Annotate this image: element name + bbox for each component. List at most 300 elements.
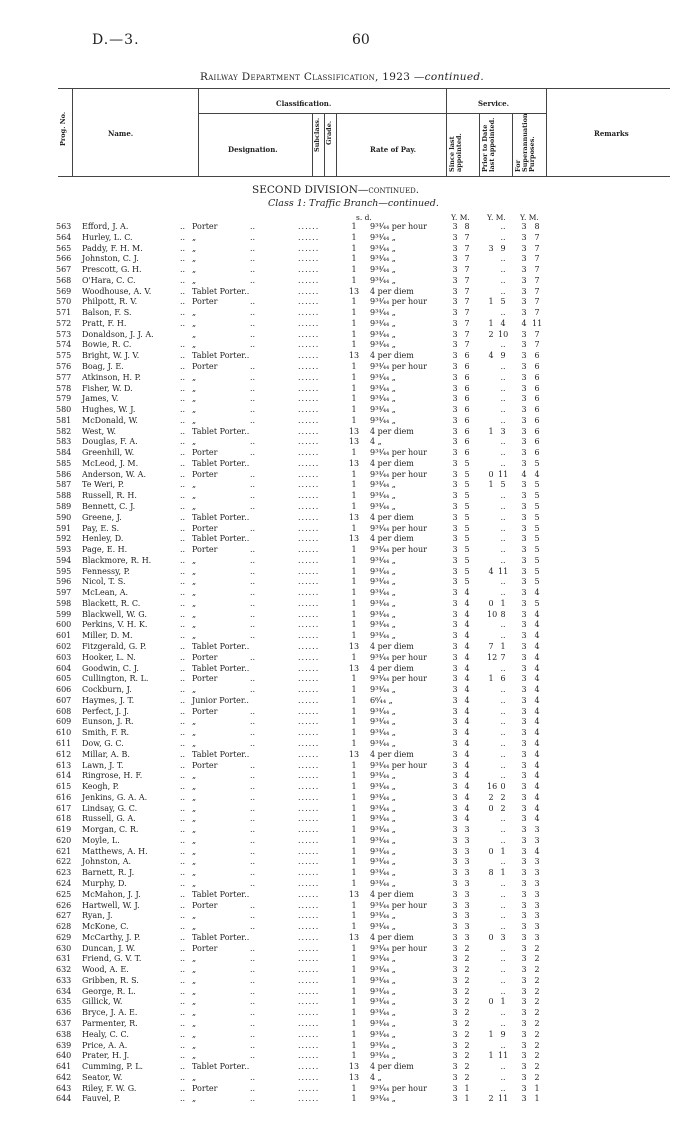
rate-of-pay-cell: 9³⁴⁄₄₄ „ bbox=[370, 717, 396, 727]
prog-no-cell: 581 bbox=[56, 415, 72, 425]
prior-months-cell: .. bbox=[500, 512, 506, 522]
table-row bbox=[0, 1041, 700, 1050]
superann-months-cell: 3 bbox=[534, 835, 540, 845]
prior-months-cell: .. bbox=[500, 545, 506, 555]
leader-dots: ...... bbox=[298, 469, 320, 479]
subclass-cell: 1 bbox=[351, 243, 357, 253]
superann-years-cell: 3 bbox=[521, 997, 527, 1007]
rate-of-pay-cell: 9³⁴⁄₄₄ „ bbox=[370, 835, 396, 845]
since-months-cell: 6 bbox=[464, 394, 470, 404]
since-months-cell: 3 bbox=[464, 835, 470, 845]
designation-cell: Tablet Porter.. bbox=[192, 286, 250, 296]
since-months-cell: 7 bbox=[464, 308, 470, 318]
prog-no-cell: 608 bbox=[56, 706, 72, 716]
superann-years-cell: 3 bbox=[521, 1051, 527, 1061]
name-cell: McDonald, W. bbox=[82, 415, 138, 425]
table-row bbox=[0, 685, 700, 694]
table-row bbox=[0, 1084, 700, 1093]
subclass-cell: 1 bbox=[351, 308, 357, 318]
designation-cell: „ bbox=[192, 308, 197, 318]
table-row bbox=[0, 222, 700, 231]
division-heading: SECOND DIVISION—continued. bbox=[252, 184, 420, 196]
rate-of-pay-cell: 9³⁴⁄₄₄ „ bbox=[370, 383, 396, 393]
rate-of-pay-cell: 9³⁴⁄₄₄ „ bbox=[370, 706, 396, 716]
designation-cell: „ bbox=[192, 685, 197, 695]
superann-months-cell: 11 bbox=[532, 318, 543, 328]
prog-no-cell: 589 bbox=[56, 502, 72, 512]
prog-no-cell: 643 bbox=[56, 1083, 72, 1093]
since-months-cell: 5 bbox=[464, 458, 470, 468]
rate-of-pay-cell: 9³⁴⁄₄₄ „ bbox=[370, 598, 396, 608]
designation-cell: „ bbox=[192, 728, 197, 738]
superann-months-cell: 5 bbox=[534, 480, 540, 490]
designation-cell: „ bbox=[192, 954, 197, 964]
prog-no-cell: 613 bbox=[56, 760, 72, 770]
leader-dots: ...... bbox=[298, 383, 320, 393]
leader-dots: .. bbox=[180, 340, 186, 350]
since-months-cell: 3 bbox=[464, 825, 470, 835]
leader-dots: ...... bbox=[298, 652, 320, 662]
superann-years-cell: 3 bbox=[521, 878, 527, 888]
since-months-cell: 2 bbox=[464, 997, 470, 1007]
since-years-cell: 3 bbox=[452, 975, 458, 985]
table-row bbox=[0, 728, 700, 737]
superann-months-cell: 4 bbox=[534, 588, 540, 598]
prior-years-cell: 10 bbox=[487, 609, 498, 619]
leader-dots: .. bbox=[180, 394, 186, 404]
since-years-cell: 3 bbox=[452, 1072, 458, 1082]
rate-of-pay-cell: 9³⁴⁄₄₄ per hour bbox=[370, 760, 427, 770]
leader-dots: ...... bbox=[298, 297, 320, 307]
superann-months-cell: 7 bbox=[534, 275, 540, 285]
rate-of-pay-cell: 9³⁴⁄₄₄ „ bbox=[370, 857, 396, 867]
name-cell: Lawn, J. T. bbox=[82, 760, 124, 770]
subclass-cell: 1 bbox=[351, 297, 357, 307]
name-cell: Perfect, J. J. bbox=[82, 706, 129, 716]
table-row bbox=[0, 448, 700, 457]
prog-no-cell: 622 bbox=[56, 857, 72, 867]
subclass-cell: 1 bbox=[351, 502, 357, 512]
leader-dots: .. bbox=[250, 254, 256, 264]
superann-years-cell: 3 bbox=[521, 825, 527, 835]
prog-no-cell: 628 bbox=[56, 922, 72, 932]
leader-dots: .. bbox=[250, 900, 256, 910]
rate-of-pay-cell: 9³⁴⁄₄₄ „ bbox=[370, 394, 396, 404]
divider bbox=[512, 113, 513, 176]
designation-cell: Porter bbox=[192, 943, 218, 953]
leader-dots: ...... bbox=[298, 1008, 320, 1018]
since-months-cell: 4 bbox=[464, 728, 470, 738]
name-cell: Woodhouse, A. V. bbox=[82, 286, 152, 296]
designation-cell: Porter bbox=[192, 469, 218, 479]
designation-cell: „ bbox=[192, 566, 197, 576]
since-years-cell: 3 bbox=[452, 297, 458, 307]
leader-dots: .. bbox=[180, 663, 186, 673]
designation-cell: Tablet Porter.. bbox=[192, 749, 250, 759]
table-row bbox=[0, 1073, 700, 1082]
leader-dots: ...... bbox=[298, 286, 320, 296]
name-cell: Hartwell, W. J. bbox=[82, 900, 140, 910]
leader-dots: .. bbox=[250, 491, 256, 501]
leader-dots: ...... bbox=[298, 372, 320, 382]
table-row bbox=[0, 599, 700, 608]
name-cell: Hurley, L. C. bbox=[82, 232, 133, 242]
since-months-cell: 7 bbox=[464, 275, 470, 285]
leader-dots: .. bbox=[180, 1094, 186, 1104]
name-cell: West, W. bbox=[82, 426, 117, 436]
table-row bbox=[0, 244, 700, 253]
rate-of-pay-cell: 9³⁴⁄₄₄ „ bbox=[370, 405, 396, 415]
since-months-cell: 4 bbox=[464, 663, 470, 673]
designation-cell: „ bbox=[192, 1008, 197, 1018]
name-cell: Goodwin, C. J. bbox=[82, 663, 139, 673]
designation-cell: „ bbox=[192, 878, 197, 888]
table-row bbox=[0, 707, 700, 716]
leader-dots: .. bbox=[180, 954, 186, 964]
prior-months-cell: 10 bbox=[498, 329, 509, 339]
rate-of-pay-cell: 6⁶⁄₄₄ „ bbox=[370, 695, 393, 705]
superann-months-cell: 2 bbox=[534, 965, 540, 975]
table-row bbox=[0, 717, 700, 726]
since-months-cell: 6 bbox=[464, 448, 470, 458]
rate-of-pay-cell: 9³⁴⁄₄₄ per hour bbox=[370, 900, 427, 910]
since-years-cell: 3 bbox=[452, 502, 458, 512]
superann-months-cell: 7 bbox=[534, 329, 540, 339]
superann-years-cell: 3 bbox=[521, 265, 527, 275]
leader-dots: ...... bbox=[298, 222, 320, 231]
since-years-cell: 3 bbox=[452, 825, 458, 835]
prog-no-cell: 588 bbox=[56, 491, 72, 501]
superann-years-cell: 3 bbox=[521, 717, 527, 727]
since-months-cell: 4 bbox=[464, 760, 470, 770]
name-cell: Philpott, R. V. bbox=[82, 297, 138, 307]
subclass-cell: 1 bbox=[351, 588, 357, 598]
leader-dots: .. bbox=[250, 652, 256, 662]
leader-dots: .. bbox=[250, 329, 256, 339]
leader-dots: ...... bbox=[298, 674, 320, 684]
superann-months-cell: 7 bbox=[534, 243, 540, 253]
leader-dots: .. bbox=[180, 771, 186, 781]
prog-no-cell: 602 bbox=[56, 642, 72, 652]
prog-no-cell: 640 bbox=[56, 1051, 72, 1061]
divider bbox=[72, 88, 73, 176]
designation-cell: „ bbox=[192, 1040, 197, 1050]
divider bbox=[546, 88, 547, 176]
designation-cell: „ bbox=[192, 857, 197, 867]
name-cell: Cumming, P. L. bbox=[82, 1062, 144, 1072]
superann-months-cell: 4 bbox=[534, 792, 540, 802]
designation-cell: Tablet Porter.. bbox=[192, 351, 250, 361]
leader-dots: .. bbox=[250, 588, 256, 598]
superann-months-cell: 5 bbox=[534, 577, 540, 587]
since-months-cell: 4 bbox=[464, 652, 470, 662]
since-years-cell: 3 bbox=[452, 415, 458, 425]
leader-dots: ...... bbox=[298, 512, 320, 522]
since-months-cell: 7 bbox=[464, 286, 470, 296]
leader-dots: .. bbox=[180, 943, 186, 953]
subclass-cell: 1 bbox=[351, 372, 357, 382]
superann-months-cell: 3 bbox=[534, 911, 540, 921]
header-since-last: Since last appointed. bbox=[448, 133, 463, 172]
prior-months-cell: .. bbox=[500, 275, 506, 285]
prog-no-cell: 637 bbox=[56, 1018, 72, 1028]
leader-dots: ...... bbox=[298, 943, 320, 953]
superann-years-cell: 3 bbox=[521, 975, 527, 985]
superann-months-cell: 5 bbox=[534, 555, 540, 565]
leader-dots: .. bbox=[180, 803, 186, 813]
rate-of-pay-cell: 9³⁴⁄₄₄ per hour bbox=[370, 469, 427, 479]
prior-months-cell: .. bbox=[500, 502, 506, 512]
since-months-cell: 5 bbox=[464, 566, 470, 576]
prior-months-cell: 1 bbox=[500, 598, 506, 608]
subclass-cell: 13 bbox=[348, 512, 360, 522]
name-cell: Greenhill, W. bbox=[82, 448, 135, 458]
designation-cell: Porter bbox=[192, 760, 218, 770]
table-row bbox=[0, 556, 700, 565]
designation-cell: „ bbox=[192, 986, 197, 996]
prog-no-cell: 631 bbox=[56, 954, 72, 964]
prior-months-cell: .. bbox=[500, 254, 506, 264]
subclass-cell: 1 bbox=[351, 652, 357, 662]
designation-cell: Porter bbox=[192, 222, 218, 231]
superann-years-cell: 3 bbox=[521, 663, 527, 673]
table-row bbox=[0, 847, 700, 856]
rate-of-pay-cell: 9³⁴⁄₄₄ „ bbox=[370, 329, 396, 339]
subclass-cell: 13 bbox=[348, 663, 360, 673]
leader-dots: .. bbox=[250, 792, 256, 802]
name-cell: Hughes, W. J. bbox=[82, 405, 136, 415]
superann-years-cell: 3 bbox=[521, 222, 527, 231]
rate-of-pay-cell: 4 per diem bbox=[370, 932, 414, 942]
rate-of-pay-cell: 4 „ bbox=[370, 437, 382, 447]
designation-cell: „ bbox=[192, 275, 197, 285]
rate-of-pay-cell: 4 per diem bbox=[370, 512, 414, 522]
subclass-cell: 1 bbox=[351, 986, 357, 996]
designation-cell: Tablet Porter.. bbox=[192, 642, 250, 652]
superann-years-cell: 3 bbox=[521, 760, 527, 770]
leader-dots: .. bbox=[250, 469, 256, 479]
superann-years-cell: 3 bbox=[521, 965, 527, 975]
leader-dots: .. bbox=[250, 383, 256, 393]
leader-dots: .. bbox=[180, 652, 186, 662]
prog-no-cell: 626 bbox=[56, 900, 72, 910]
prior-months-cell: 2 bbox=[500, 803, 506, 813]
designation-cell: „ bbox=[192, 318, 197, 328]
designation-cell: „ bbox=[192, 782, 197, 792]
prog-no-cell: 591 bbox=[56, 523, 72, 533]
superann-months-cell: 1 bbox=[534, 1083, 540, 1093]
name-cell: Dow, G. C. bbox=[82, 738, 124, 748]
document-reference: D.—3. bbox=[92, 32, 140, 48]
name-cell: Riley, F. W. G. bbox=[82, 1083, 137, 1093]
since-months-cell: 4 bbox=[464, 706, 470, 716]
leader-dots: ...... bbox=[298, 738, 320, 748]
designation-cell: Tablet Porter.. bbox=[192, 663, 250, 673]
prior-months-cell: 2 bbox=[500, 792, 506, 802]
prior-years-cell: 2 bbox=[488, 329, 494, 339]
name-cell: Matthews, A. H. bbox=[82, 846, 148, 856]
name-cell: McLean, A. bbox=[82, 588, 129, 598]
prog-no-cell: 627 bbox=[56, 911, 72, 921]
superann-months-cell: 7 bbox=[534, 232, 540, 242]
superann-years-cell: 3 bbox=[521, 1062, 527, 1072]
leader-dots: .. bbox=[180, 922, 186, 932]
prog-no-cell: 563 bbox=[56, 222, 72, 231]
leader-dots: .. bbox=[250, 965, 256, 975]
designation-cell: „ bbox=[192, 609, 197, 619]
prior-years-cell: 4 bbox=[488, 566, 494, 576]
prog-no-cell: 611 bbox=[56, 738, 72, 748]
leader-dots: ...... bbox=[298, 695, 320, 705]
subclass-cell: 1 bbox=[351, 728, 357, 738]
designation-cell: „ bbox=[192, 846, 197, 856]
subclass-cell: 13 bbox=[348, 932, 360, 942]
since-years-cell: 3 bbox=[452, 695, 458, 705]
designation-cell: „ bbox=[192, 491, 197, 501]
leader-dots: .. bbox=[180, 975, 186, 985]
superann-months-cell: 4 bbox=[534, 728, 540, 738]
table-row bbox=[0, 319, 700, 328]
prior-years-cell: 3 bbox=[488, 243, 494, 253]
designation-cell: „ bbox=[192, 825, 197, 835]
superann-years-cell: 3 bbox=[521, 1018, 527, 1028]
leader-dots: ...... bbox=[298, 598, 320, 608]
rate-of-pay-cell: 9³⁴⁄₄₄ „ bbox=[370, 975, 396, 985]
leader-dots: ...... bbox=[298, 1018, 320, 1028]
name-cell: Ryan, J. bbox=[82, 911, 113, 921]
since-months-cell: 8 bbox=[464, 222, 470, 231]
since-years-cell: 3 bbox=[452, 1029, 458, 1039]
divider bbox=[198, 88, 199, 176]
table-row bbox=[0, 944, 700, 953]
since-years-cell: 3 bbox=[452, 760, 458, 770]
designation-cell: „ bbox=[192, 1051, 197, 1061]
prog-no-cell: 636 bbox=[56, 1008, 72, 1018]
leader-dots: .. bbox=[250, 232, 256, 242]
designation-cell: „ bbox=[192, 232, 197, 242]
leader-dots: .. bbox=[250, 1094, 256, 1104]
leader-dots: ...... bbox=[298, 771, 320, 781]
prior-months-cell: .. bbox=[500, 437, 506, 447]
rate-of-pay-cell: 9³⁴⁄₄₄ „ bbox=[370, 1051, 396, 1061]
name-cell: McMahon, J. J. bbox=[82, 889, 141, 899]
subclass-cell: 1 bbox=[351, 222, 357, 231]
superann-months-cell: 6 bbox=[534, 351, 540, 361]
since-years-cell: 3 bbox=[452, 631, 458, 641]
subclass-cell: 1 bbox=[351, 803, 357, 813]
table-row bbox=[0, 1062, 700, 1071]
since-years-cell: 3 bbox=[452, 954, 458, 964]
since-months-cell: 2 bbox=[464, 986, 470, 996]
prior-months-cell: .. bbox=[500, 965, 506, 975]
designation-cell: Tablet Porter.. bbox=[192, 889, 250, 899]
superann-months-cell: 3 bbox=[534, 932, 540, 942]
rate-of-pay-cell: 9³⁴⁄₄₄ „ bbox=[370, 825, 396, 835]
designation-cell: „ bbox=[192, 405, 197, 415]
name-cell: Moyle, L. bbox=[82, 835, 120, 845]
leader-dots: .. bbox=[180, 986, 186, 996]
rate-of-pay-cell: 9³⁴⁄₄₄ „ bbox=[370, 738, 396, 748]
table-row bbox=[0, 577, 700, 586]
prog-no-cell: 614 bbox=[56, 771, 72, 781]
table-row bbox=[0, 890, 700, 899]
unit-years-months: Y. M. bbox=[451, 213, 470, 222]
rate-of-pay-cell: 4 per diem bbox=[370, 534, 414, 544]
since-months-cell: 3 bbox=[464, 878, 470, 888]
superann-years-cell: 3 bbox=[521, 900, 527, 910]
prog-no-cell: 624 bbox=[56, 878, 72, 888]
header-rate-of-pay: Rate of Pay. bbox=[370, 145, 417, 154]
name-cell: Blackwell, W. G. bbox=[82, 609, 147, 619]
leader-dots: ...... bbox=[298, 415, 320, 425]
superann-months-cell: 2 bbox=[534, 1029, 540, 1039]
leader-dots: .. bbox=[250, 480, 256, 490]
since-years-cell: 3 bbox=[452, 491, 458, 501]
superann-months-cell: 5 bbox=[534, 458, 540, 468]
superann-years-cell: 3 bbox=[521, 1094, 527, 1104]
since-years-cell: 3 bbox=[452, 426, 458, 436]
leader-dots: ...... bbox=[298, 566, 320, 576]
since-years-cell: 3 bbox=[452, 362, 458, 371]
prog-no-cell: 586 bbox=[56, 469, 72, 479]
superann-years-cell: 3 bbox=[521, 954, 527, 964]
table-row bbox=[0, 340, 700, 349]
superann-years-cell: 3 bbox=[521, 1029, 527, 1039]
since-months-cell: 4 bbox=[464, 609, 470, 619]
designation-cell: „ bbox=[192, 340, 197, 350]
since-years-cell: 3 bbox=[452, 458, 458, 468]
since-years-cell: 3 bbox=[452, 728, 458, 738]
leader-dots: .. bbox=[180, 728, 186, 738]
prior-years-cell: 4 bbox=[488, 351, 494, 361]
header-prog-no: Prog. No. bbox=[59, 111, 67, 146]
leader-dots: ...... bbox=[298, 329, 320, 339]
rate-of-pay-cell: 9³⁴⁄₄₄ „ bbox=[370, 922, 396, 932]
since-years-cell: 3 bbox=[452, 318, 458, 328]
since-months-cell: 2 bbox=[464, 943, 470, 953]
prog-no-cell: 571 bbox=[56, 308, 72, 318]
prior-months-cell: .. bbox=[500, 975, 506, 985]
superann-months-cell: 4 bbox=[534, 760, 540, 770]
superann-years-cell: 3 bbox=[521, 372, 527, 382]
since-months-cell: 4 bbox=[464, 685, 470, 695]
leader-dots: .. bbox=[180, 609, 186, 619]
superann-months-cell: 5 bbox=[534, 534, 540, 544]
since-years-cell: 3 bbox=[452, 394, 458, 404]
since-years-cell: 3 bbox=[452, 329, 458, 339]
prog-no-cell: 590 bbox=[56, 512, 72, 522]
header-prior-to-date: Prior to Date last appointed. bbox=[481, 117, 496, 172]
leader-dots: ...... bbox=[298, 749, 320, 759]
since-months-cell: 7 bbox=[464, 340, 470, 350]
table-row bbox=[0, 933, 700, 942]
superann-years-cell: 3 bbox=[521, 846, 527, 856]
leader-dots: .. bbox=[180, 685, 186, 695]
rate-of-pay-cell: 9³⁴⁄₄₄ „ bbox=[370, 318, 396, 328]
table-row bbox=[0, 761, 700, 770]
name-cell: Pay, E. S. bbox=[82, 523, 119, 533]
leader-dots: ...... bbox=[298, 932, 320, 942]
subclass-cell: 13 bbox=[348, 889, 360, 899]
name-cell: Seator, W. bbox=[82, 1072, 123, 1082]
prior-months-cell: .. bbox=[500, 448, 506, 458]
leader-dots: ...... bbox=[298, 792, 320, 802]
prog-no-cell: 638 bbox=[56, 1029, 72, 1039]
designation-cell: Porter bbox=[192, 900, 218, 910]
prior-months-cell: 3 bbox=[500, 932, 506, 942]
since-years-cell: 3 bbox=[452, 609, 458, 619]
table-row bbox=[0, 1051, 700, 1060]
